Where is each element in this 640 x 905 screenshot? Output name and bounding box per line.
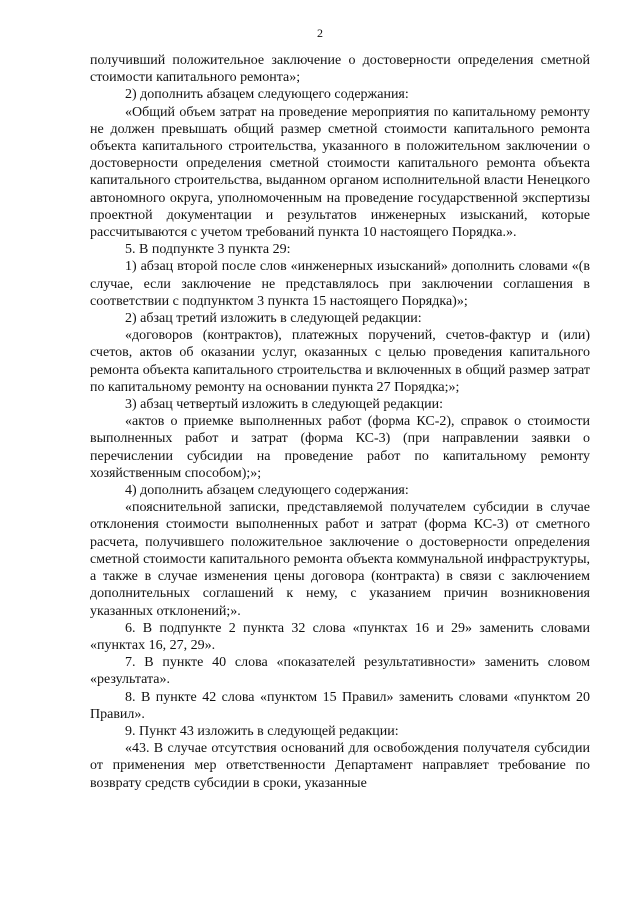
paragraph-item-7: 7. В пункте 40 слова «показателей результативности» заменить словом «результата». xyxy=(90,655,590,688)
paragraph-item-5-sub-2: 2) абзац третий изложить в следующей редакции: xyxy=(125,311,422,327)
paragraph-quote-contracts: «договоров (контрактов), платежных поручений, счетов-фактур и (или) счетов, актов об оказании услуг, оказанных с целью проведения капитального ремонта объекта капитального строительства и включенных в общий размер затрат по капитальному ремонту на основании пункта 27 Порядка;»; xyxy=(90,328,590,395)
paragraph-quote-43: «43. В случае отсутствия оснований для освобождения получателя субсидии от применения мер ответственности Департамент направляет требование по возврату средств субсидии в сроки, указанные xyxy=(90,741,590,791)
paragraph-item-5-sub-3: 3) абзац четвертый изложить в следующей редакции: xyxy=(125,397,443,413)
paragraph-item-5: 5. В подпункте 3 пункта 29: xyxy=(125,242,291,258)
paragraph-item-5-sub-4: 4) дополнить абзацем следующего содержания: xyxy=(125,483,409,499)
paragraph-quote-acts: «актов о приемке выполненных работ (форма КС-2), справок о стоимости выполненных работ и затрат (форма КС-3) (при направлении заявки о перечислении субсидии на проведение работ по капитальному ремонту хозяйственным способом);»; xyxy=(90,414,590,481)
paragraph-quote-total-costs: «Общий объем затрат на проведение мероприятия по капитальному ремонту не должен превышать общий размер сметной стоимости капитального ремонта объекта капитального строительства, указанного в положительном заключении о достоверности определения сметной стоимости капитального ремонта объекта капитального строительства, выданном органом исполнительной власти Ненецкого автономного округа, уполномоченным на проведение государственной экспертизы проектной документации и результатов инженерных изысканий, которые рассчитываются с учетом требований пункта 10 настоящего Порядка.». xyxy=(90,104,590,241)
paragraph-item-9: 9. Пункт 43 изложить в следующей редакции: xyxy=(125,723,399,739)
paragraph-item-5-sub-1: 1) абзац второй после слов «инженерных изысканий» дополнить словами «(в случае, если заключение не представлялось при заключении соглашения в соответствии с подпунктом 3 пункта 15 настоящего Порядка)»; xyxy=(90,259,590,309)
paragraph-item-8: 8. В пункте 42 слова «пунктом 15 Правил» заменить словами «пунктом 20 Правил». xyxy=(90,689,590,722)
page-number: 2 xyxy=(317,26,323,40)
paragraph-quote-explanatory-note: «пояснительной записки, представляемой получателем субсидии в случае отклонения стоимости выполненных работ и затрат (форма КС-3) от сметного расчета, получившего положительное заключение о достоверности определения сметной стоимости капитального ремонта объекта коммунальной инфраструктуры, а также в случае изменения цены договора (контракта) в связи с заключением дополнительных соглашений к нему, с указанием причин возникновения указанных отклонений;». xyxy=(90,500,590,619)
paragraph-subitem-2: 2) дополнить абзацем следующего содержания: xyxy=(125,87,409,103)
paragraph-continuation: получивший положительное заключение о достоверности определения сметной стоимости капитального ремонта»; xyxy=(90,53,590,86)
paragraph-item-6: 6. В подпункте 2 пункта 32 слова «пунктах 16 и 29» заменить словами «пунктах 16, 27, 29». xyxy=(90,620,590,653)
document-body xyxy=(90,52,590,792)
